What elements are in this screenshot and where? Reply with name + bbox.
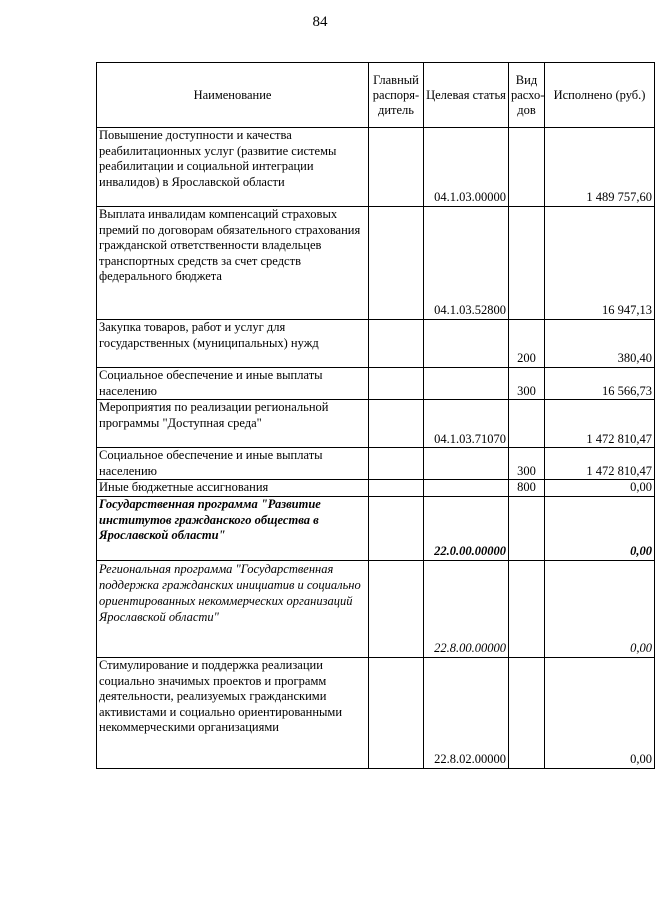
row-main-manager — [369, 560, 424, 657]
row-executed-amount: 0,00 — [545, 560, 655, 657]
row-main-manager — [369, 480, 424, 497]
table-row — [97, 368, 655, 400]
row-expense-type: 800 — [509, 480, 545, 497]
row-main-manager — [369, 320, 424, 368]
row-target-article: 04.1.03.52800 — [424, 207, 509, 320]
row-target-article — [424, 320, 509, 368]
row-executed-amount: 0,00 — [545, 480, 655, 497]
row-main-manager — [369, 368, 424, 400]
row-executed-amount: 16 566,73 — [545, 368, 655, 400]
row-name: Мероприятия по реализации региональной программы "Доступная среда" — [97, 400, 369, 448]
header-main-manager: Главный распоря-дитель — [369, 63, 424, 128]
table-row — [97, 207, 655, 320]
row-executed-amount: 1 472 810,47 — [545, 448, 655, 480]
table-row — [97, 448, 655, 480]
row-expense-type: 300 — [509, 448, 545, 480]
row-name: Социальное обеспечение и иные выплаты населению — [97, 368, 369, 400]
row-executed-amount: 16 947,13 — [545, 207, 655, 320]
row-target-article: 22.8.00.00000 — [424, 560, 509, 657]
table-row — [97, 320, 655, 368]
row-name: Региональная программа "Государственная поддержка гражданских инициатив и социально ориентированных некоммерческих организаций Ярославской области" — [97, 560, 369, 657]
row-expense-type — [509, 207, 545, 320]
table-row — [97, 128, 655, 207]
table-row — [97, 480, 655, 497]
header-name: Наименование — [97, 63, 369, 128]
row-expense-type: 300 — [509, 368, 545, 400]
table-row-program — [97, 496, 655, 560]
row-name: Повышение доступности и качества реабилитационных услуг (развитие системы реабилитации и социальной интеграции инвалидов) в Ярославской области — [97, 128, 369, 207]
row-target-article: 22.0.00.00000 — [424, 496, 509, 560]
header-expense-type: Вид расхо-дов — [509, 63, 545, 128]
row-main-manager — [369, 657, 424, 768]
row-target-article: 22.8.02.00000 — [424, 657, 509, 768]
row-name: Закупка товаров, работ и услуг для государственных (муниципальных) нужд — [97, 320, 369, 368]
row-name: Выплата инвалидам компенсаций страховых премий по договорам обязательного страхования гражданской ответственности владельцев транспортных средств за счет средств федерального бюджета — [97, 207, 369, 320]
row-executed-amount: 1 489 757,60 — [545, 128, 655, 207]
table-row — [97, 400, 655, 448]
row-name: Стимулирование и поддержка реализации социально значимых проектов и программ деятельности, реализуемых гражданскими активистами и социально ориентированными некоммерческими организациями — [97, 657, 369, 768]
row-name: Иные бюджетные ассигнования — [97, 480, 369, 497]
row-executed-amount: 1 472 810,47 — [545, 400, 655, 448]
table-header-row — [97, 63, 655, 128]
row-target-article — [424, 480, 509, 497]
row-expense-type — [509, 400, 545, 448]
row-main-manager — [369, 400, 424, 448]
row-name: Государственная программа "Развитие институтов гражданского общества в Ярославской области" — [97, 496, 369, 560]
row-executed-amount: 380,40 — [545, 320, 655, 368]
table-row — [97, 657, 655, 768]
row-target-article — [424, 368, 509, 400]
row-expense-type — [509, 496, 545, 560]
row-main-manager — [369, 496, 424, 560]
row-name: Социальное обеспечение и иные выплаты населению — [97, 448, 369, 480]
row-main-manager — [369, 207, 424, 320]
header-target-article: Целевая статья — [424, 63, 509, 128]
row-target-article: 04.1.03.00000 — [424, 128, 509, 207]
page-number: 84 — [312, 14, 328, 30]
row-executed-amount: 0,00 — [545, 657, 655, 768]
table-row-subprogram — [97, 560, 655, 657]
row-expense-type: 200 — [509, 320, 545, 368]
budget-execution-table — [96, 62, 655, 769]
row-expense-type — [509, 128, 545, 207]
row-main-manager — [369, 448, 424, 480]
row-expense-type — [509, 657, 545, 768]
header-executed: Исполнено (руб.) — [545, 63, 655, 128]
row-expense-type — [509, 560, 545, 657]
row-executed-amount: 0,00 — [545, 496, 655, 560]
row-target-article — [424, 448, 509, 480]
row-target-article: 04.1.03.71070 — [424, 400, 509, 448]
row-main-manager — [369, 128, 424, 207]
